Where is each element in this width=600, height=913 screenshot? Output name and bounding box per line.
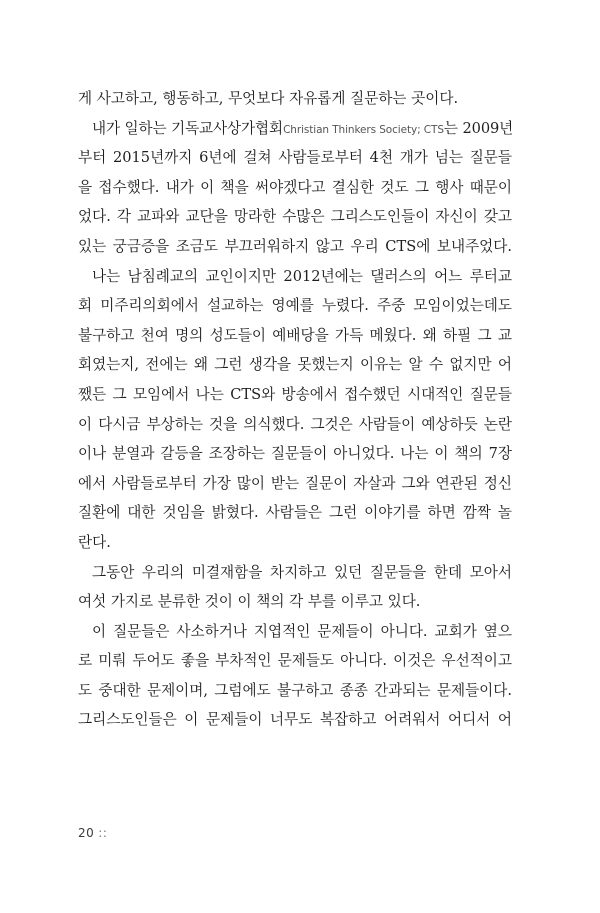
- text-line-3: 부터 2015년까지 6년에 걸쳐 사람들로부터 4천 개가 넘는 질문들: [78, 149, 512, 167]
- text-line-5: 었다. 각 교파와 교단을 망라한 수많은 그리스도인들이 자신이 갖고: [78, 208, 512, 226]
- text-line-1: 게 사고하고, 행동하고, 무엇보다 자유롭게 질문하는 곳이다.: [78, 90, 459, 107]
- text-line-7: 나는 남침례교의 교인이지만 2012년에는 댈러스의 어느 루터교: [92, 267, 512, 285]
- body-text: [78, 84, 512, 735]
- page-number-separator: ::: [98, 826, 108, 840]
- text-line-19: 이 질문들은 사소하거나 지엽적인 문제들이 아니다. 교회가 옆으: [92, 622, 512, 640]
- text-line-9: 불구하고 천여 명의 성도들이 예배당을 가득 메웠다. 왜 하필 그 교: [78, 326, 512, 344]
- text-line-13: 이나 분열과 갈등을 조장하는 질문들이 아니었다. 나는 이 책의 7장: [78, 445, 512, 463]
- text-line-18: 여섯 가지로 분류한 것이 이 책의 각 부를 이루고 있다.: [78, 593, 421, 611]
- text-line-22: 그리스도인들은 이 문제들이 너무도 복잡하고 어려워서 어디서 어: [78, 711, 512, 729]
- text-line-4: 을 접수했다. 내가 이 책을 써야겠다고 결심한 것도 그 행사 때문이: [78, 178, 512, 196]
- text-line-2-pre: 내가 일하는 기독교사상가협회: [92, 119, 284, 137]
- text-line-14: 에서 사람들로부터 가장 많이 받는 질문이 자살과 그와 연관된 정신: [78, 474, 512, 492]
- text-line-11: 쨌든 그 모임에서 나는 CTS와 방송에서 접수했던 시대적인 질문들: [78, 385, 512, 403]
- text-line-16: 란다.: [78, 533, 111, 551]
- page-number: [78, 826, 107, 840]
- text-line-10: 회였는지, 전에는 왜 그런 생각을 못했는지 이유는 알 수 없지만 어: [78, 356, 512, 374]
- text-line-12: 이 다시금 부상하는 것을 의식했다. 그것은 사람들이 예상하듯 논란: [78, 415, 512, 433]
- text-line-8: 회 미주리의회에서 설교하는 영예를 누렸다. 주중 모임이었는데도: [78, 297, 512, 315]
- text-line-21: 도 중대한 문제이며, 그럼에도 불구하고 종종 간과되는 문제들이다.: [78, 681, 512, 699]
- text-line-15: 질환에 대한 것임을 밝혔다. 사람들은 그런 이야기를 하면 깜짝 놀: [78, 504, 512, 522]
- text-line-17: 그동안 우리의 미결재함을 차지하고 있던 질문들을 한데 모아서: [92, 563, 512, 581]
- text-line-6: 있는 궁금증을 조금도 부끄러워하지 않고 우리 CTS에 보내주었다.: [78, 237, 512, 255]
- page-number-value: 20: [78, 826, 95, 840]
- text-line-20: 로 미뤄 두어도 좋을 부차적인 문제들도 아니다. 이것은 우선적이고: [78, 652, 512, 670]
- organization-english-name: Christian Thinkers Society; CTS: [283, 123, 444, 136]
- text-line-2-post: 는 2009년: [443, 119, 514, 137]
- text-line-2: [78, 114, 512, 144]
